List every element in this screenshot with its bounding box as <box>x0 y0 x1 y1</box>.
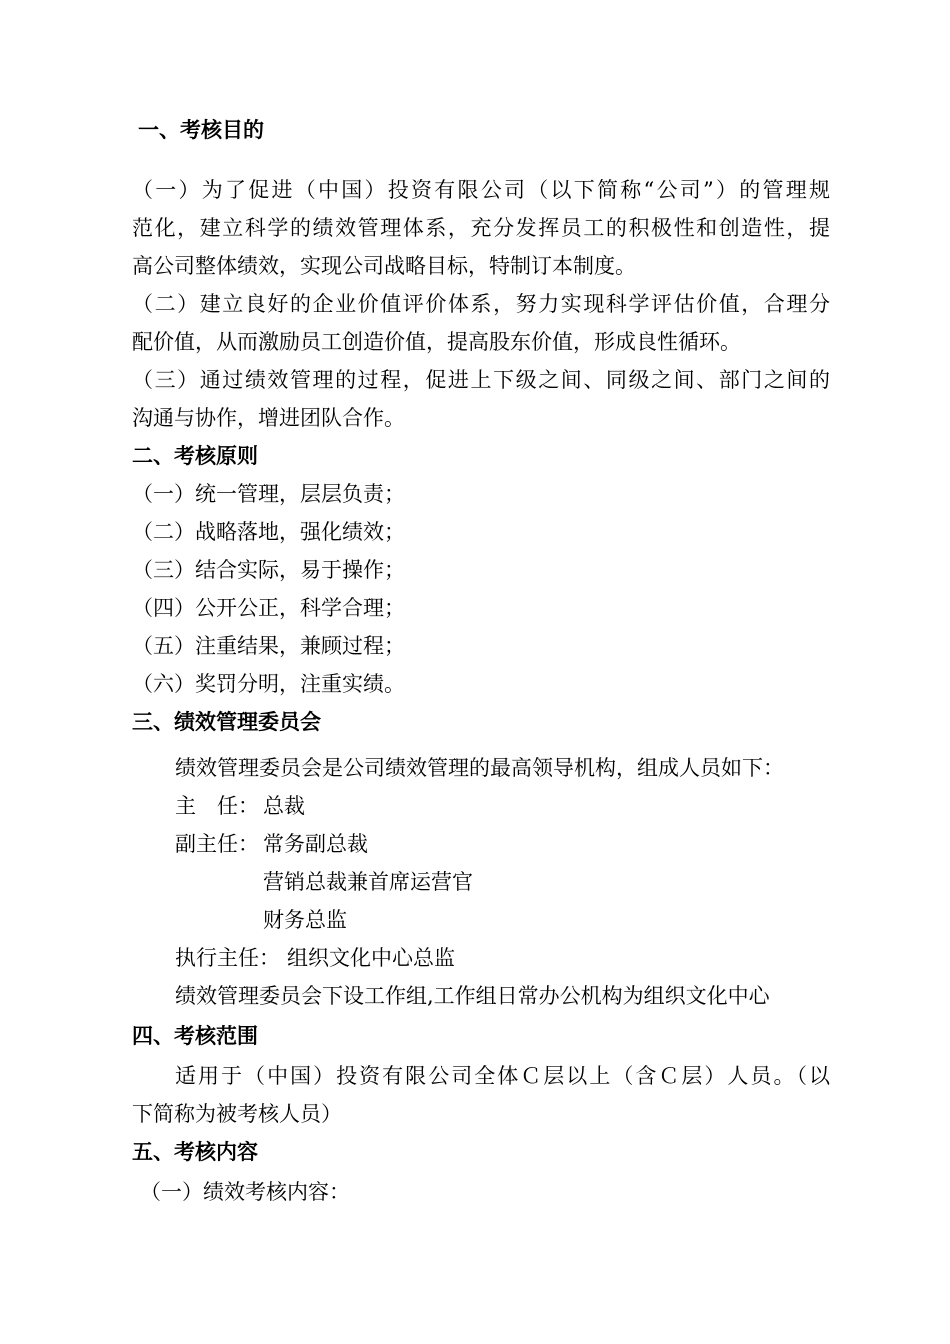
section-heading-committee: 三、绩效管理委员会 <box>132 710 321 734</box>
vice-chair-value: 常务副总裁 <box>263 832 368 856</box>
vice-chair-value: 财务总监 <box>263 908 347 932</box>
scope-line: 下简称为被考核人员） <box>132 1102 342 1126</box>
list-item: （五）注重结果，兼顾过程； <box>132 634 405 658</box>
committee-intro: 绩效管理委员会是公司绩效管理的最高领导机构，组成人员如下： <box>175 756 784 780</box>
paragraph-line: 配价值，从而激励员工创造价值，提高股东价值，形成良性循环。 <box>132 330 741 354</box>
list-item: （一）统一管理，层层负责； <box>132 482 405 506</box>
list-item: （二）战略落地，强化绩效； <box>132 520 405 544</box>
section-heading-content: 五、考核内容 <box>132 1140 258 1164</box>
section-heading-scope: 四、考核范围 <box>132 1024 258 1048</box>
list-item: （三）结合实际，易于操作； <box>132 558 405 582</box>
vice-chair-value: 营销总裁兼首席运营官 <box>263 870 473 894</box>
executive-chair-value: 组织文化中心总监 <box>287 946 455 970</box>
chair-value: 总裁 <box>263 794 305 818</box>
paragraph-line: （三）通过绩效管理的过程，促进上下级之间、同级之间、部门之间的 <box>132 368 830 392</box>
list-item: （六）奖罚分明，注重实绩。 <box>132 672 405 696</box>
paragraph-line: 沟通与协作，增进团队合作。 <box>132 406 405 430</box>
paragraph-line: （一）为了促进（中国）投资有限公司（以下简称“公司”）的管理规 <box>132 178 830 202</box>
executive-chair-label: 执行主任： <box>175 946 280 970</box>
paragraph-line: 高公司整体绩效，实现公司战略目标，特制订本制度。 <box>132 254 636 278</box>
scope-line: 适用于（中国）投资有限公司全体Ｃ层以上（含Ｃ层）人员。（以 <box>175 1064 830 1088</box>
section-heading-purpose: 一、考核目的 <box>138 118 264 142</box>
list-item: （四）公开公正，科学合理； <box>132 596 405 620</box>
committee-note: 绩效管理委员会下设工作组,工作组日常办公机构为组织文化中心 <box>175 984 770 1008</box>
vice-chair-label: 副主任： <box>175 832 259 856</box>
subsection-heading: （一）绩效考核内容： <box>140 1180 350 1204</box>
chair-label: 主 任： <box>175 794 259 818</box>
paragraph-line: 范化，建立科学的绩效管理体系，充分发挥员工的积极性和创造性，提 <box>132 216 830 240</box>
section-heading-principles: 二、考核原则 <box>132 444 258 468</box>
paragraph-line: （二）建立良好的企业价值评价体系，努力实现科学评估价值，合理分 <box>132 292 830 316</box>
